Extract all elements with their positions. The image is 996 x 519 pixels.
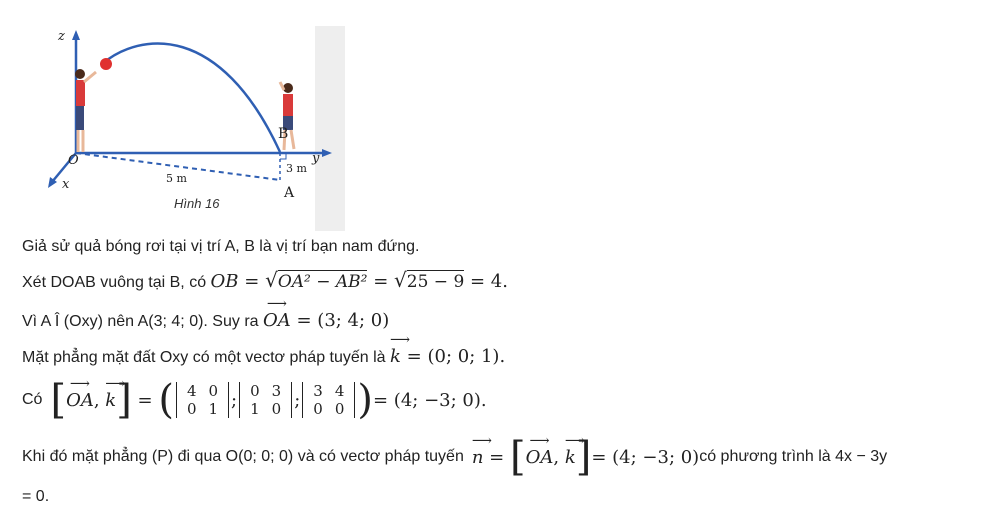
comma-1: , (93, 389, 106, 411)
line3-vector-oa: ⟶ OA (263, 310, 291, 331)
hinh-16-figure (40, 22, 350, 232)
det1-b: 0 (208, 382, 219, 400)
det3-b: 4 (334, 382, 345, 400)
line6-prefix: Khi đó mặt phẳng (P) đi qua O(0; 0; 0) và có vectơ pháp tuyến (22, 448, 464, 465)
det2-d: 0 (271, 400, 282, 418)
line6-value: = (4; −3; 0) (591, 446, 700, 468)
line6-vector-oa: ⟶ OA (526, 447, 554, 468)
ball-trajectory (102, 43, 280, 152)
line2-ob: OB (210, 271, 239, 292)
det3-d: 0 (334, 400, 345, 418)
line2-radicand: OA² − AB² (277, 272, 368, 292)
label-b: B (278, 126, 289, 142)
line6-vector-k: ⟶ k (565, 447, 576, 468)
text-line-3 (22, 310, 389, 331)
label-5m: 5 m (166, 172, 187, 185)
label-a: A (284, 185, 295, 201)
determinant-2 (239, 382, 292, 418)
line6-vector-n: ⟶ n (472, 447, 484, 468)
text-line-7 (22, 488, 49, 506)
line6-suffix: có phương trình là 4x − 3y (699, 448, 888, 465)
figure-caption: Hình 16 (174, 196, 220, 211)
line2-prefix: Xét DOAB vuông tại B, có (22, 274, 207, 291)
det2-a: 0 (250, 382, 260, 400)
line1-text: Giả sử quả bóng rơi tại vị trí A, B là vị trí bạn nam đứng. (22, 238, 420, 255)
det3-a: 3 (313, 382, 323, 400)
label-z: z (58, 29, 65, 44)
wall (315, 26, 345, 231)
line2-eq2: = (367, 271, 395, 292)
comma-2: , (553, 446, 565, 468)
text-line-1 (22, 238, 419, 256)
line5-vector-oa: ⟶ OA (66, 390, 94, 411)
right-bracket-2: ] (575, 434, 592, 480)
line3-prefix: Vì A Î (Oxy) nên A(3; 4; 0). Suy ra (22, 313, 259, 330)
girl-figure (75, 69, 96, 152)
sqrt-symbol-1: √ (265, 268, 278, 292)
det1-a: 4 (186, 382, 197, 400)
left-bracket-2: [ (509, 434, 526, 480)
line3-value: = (3; 4; 0) (290, 310, 390, 331)
sqrt-symbol-2: √ (394, 268, 407, 292)
det3-c: 0 (313, 400, 323, 418)
line2-result: = 4. (464, 271, 508, 292)
line2-eq1: = (238, 271, 266, 292)
text-line-4 (22, 346, 505, 367)
left-paren: ( (158, 377, 174, 423)
line7-text: = 0. (22, 488, 50, 505)
det1-c: 0 (186, 400, 197, 418)
ball (100, 58, 112, 70)
line4-vector-k: ⟶ k (390, 346, 401, 367)
text-line-2 (22, 268, 508, 292)
det2-b: 3 (271, 382, 282, 400)
figure-svg (40, 22, 350, 232)
equals-1: = (131, 389, 159, 411)
line4-prefix: Mặt phẳng mặt đất Oxy có một vectơ pháp tuyến là (22, 349, 386, 366)
label-o: O (68, 153, 79, 168)
line5-vector-k: ⟶ k (105, 390, 116, 411)
semicolon-2: ; (294, 389, 301, 411)
equals-2: = (483, 446, 510, 468)
det1-d: 1 (208, 400, 219, 418)
left-bracket: [ (50, 377, 67, 423)
line5-prefix: Có (22, 391, 43, 408)
line5-result: = (4; −3; 0). (373, 389, 487, 411)
line4-value: = (0; 0; 1). (400, 346, 506, 367)
semicolon-1: ; (231, 389, 238, 411)
label-3m: 3 m (286, 162, 307, 175)
label-y: y (312, 151, 320, 166)
right-paren: ) (357, 377, 373, 423)
determinant-1 (176, 382, 229, 418)
text-line-6 (22, 432, 887, 482)
z-axis-arrow (72, 30, 80, 40)
det2-c: 1 (250, 400, 260, 418)
line2-radicand2: 25 − 9 (406, 272, 465, 292)
text-line-5 (22, 374, 487, 426)
determinant-3 (302, 382, 355, 418)
right-bracket: ] (116, 377, 132, 423)
label-x: x (62, 177, 70, 192)
